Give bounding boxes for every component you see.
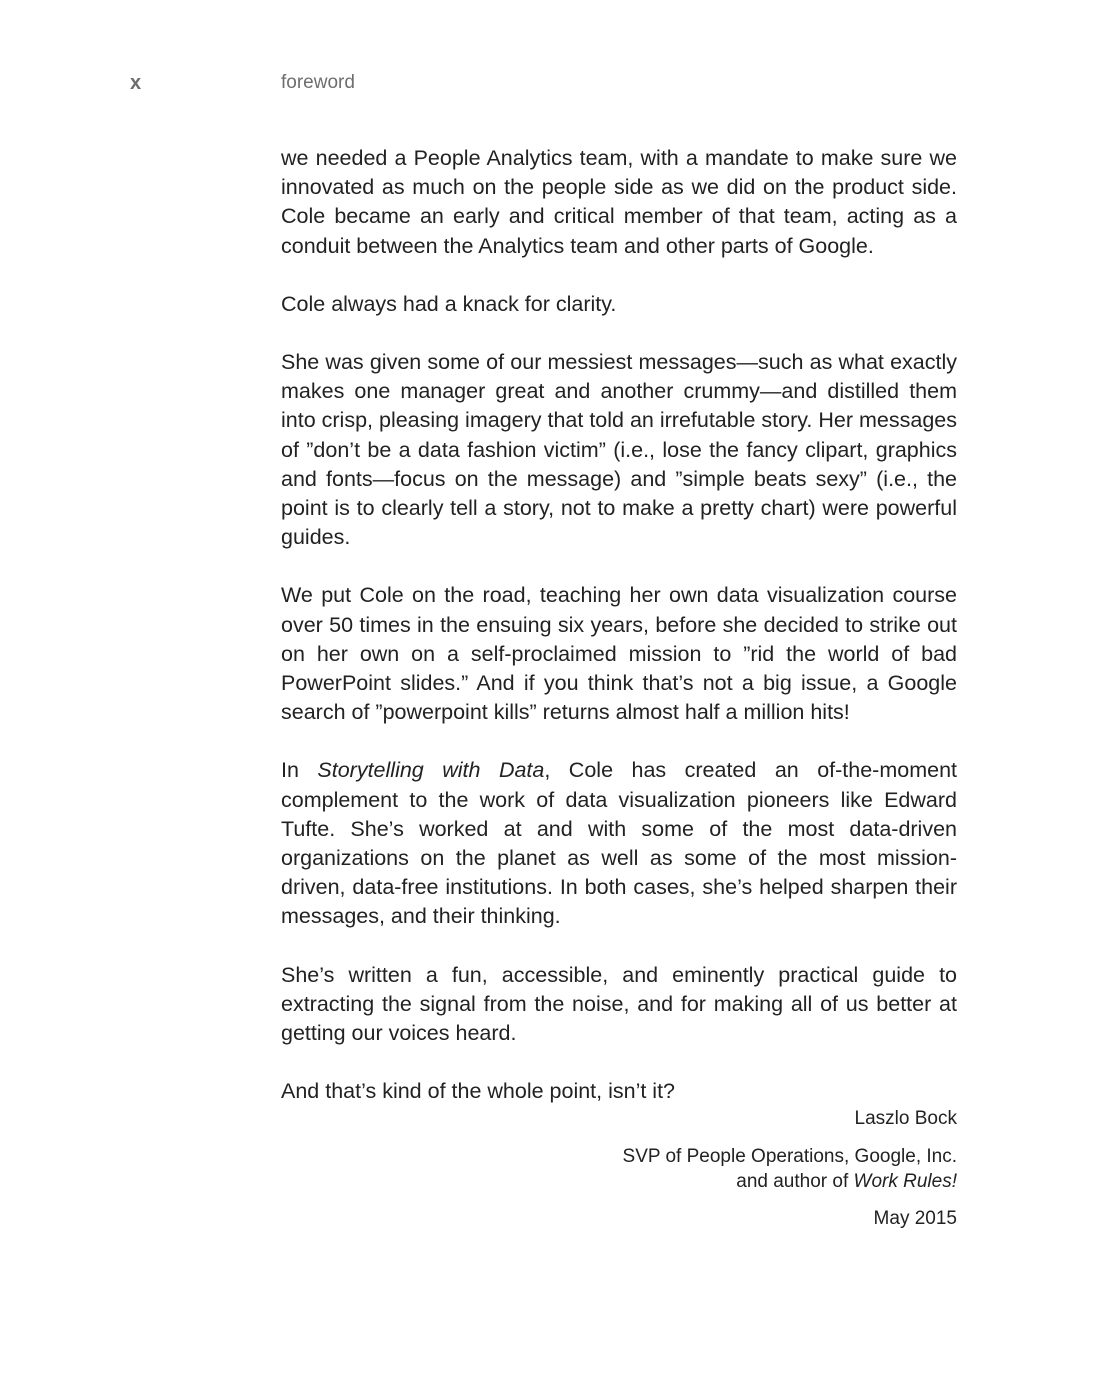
paragraph-1: we needed a People Analytics team, with a mandate to make sure we innovated as much on the people side as we did on the product side. Cole became an early and critical member of that team, acting as a conduit between the Analytics team and other parts of Google. — [281, 146, 957, 258]
book-name-italic: Work Rules! — [853, 1171, 957, 1192]
paragraph-2: Cole always had a knack for clarity. — [281, 291, 617, 316]
running-head: foreword — [281, 72, 355, 93]
paragraph-3: She was given some of our messiest messages—such as what exactly makes one manager great and another crummy—and distilled them into crisp, pleasing imagery that told an irrefutable story. Her messages of ”don’t be a data fashion victim” (i.e., lose the fancy clipart, graphics and fonts—focus on the message) and ”simple beats sexy” (i.e., the point is to clearly tell a story, not to make a pretty chart) were powerful guides. — [281, 350, 957, 550]
signature-title: SVP of People Operations, Google, Inc. — [622, 1146, 957, 1167]
author-prefix: and author of — [736, 1171, 854, 1192]
paragraph-5-rest: , Cole has created an of-the-moment complement to the work of data visualization pioneers like Edward Tufte. She’s worked at and with some of the most data-driven organizations on the planet as well as some of the most mission-driven, data-free institutions. In both cases, she’s helped sharpen their messages, and their thinking. — [281, 758, 958, 929]
paragraph-5 — [281, 756, 957, 931]
paragraph-6: She’s written a fun, accessible, and eminently practical guide to extracting the signal from the noise, and for making all of us better at getting our voices heard. — [281, 962, 957, 1046]
signature-block — [500, 1106, 957, 1232]
signature-author-line — [500, 1169, 957, 1194]
body-text — [281, 144, 957, 1135]
paragraph-5-lead: In — [281, 758, 318, 783]
signature-date: May 2015 — [873, 1208, 957, 1229]
page-number: x — [130, 72, 142, 94]
book-title-italic: Storytelling with Data — [317, 758, 545, 783]
paragraph-4: We put Cole on the road, teaching her own data visualization course over 50 times in the ensuing six years, before she decided to strike out on her own on a self-proclaimed mission to ”rid the world of bad PowerPoint slides.” And if you think that’s not a big issue, a Google search of ”powerpoint kills” returns almost half a million hits! — [281, 583, 957, 725]
paragraph-7: And that’s kind of the whole point, isn’t it? — [281, 1079, 676, 1104]
signature-name: Laszlo Bock — [854, 1108, 957, 1129]
